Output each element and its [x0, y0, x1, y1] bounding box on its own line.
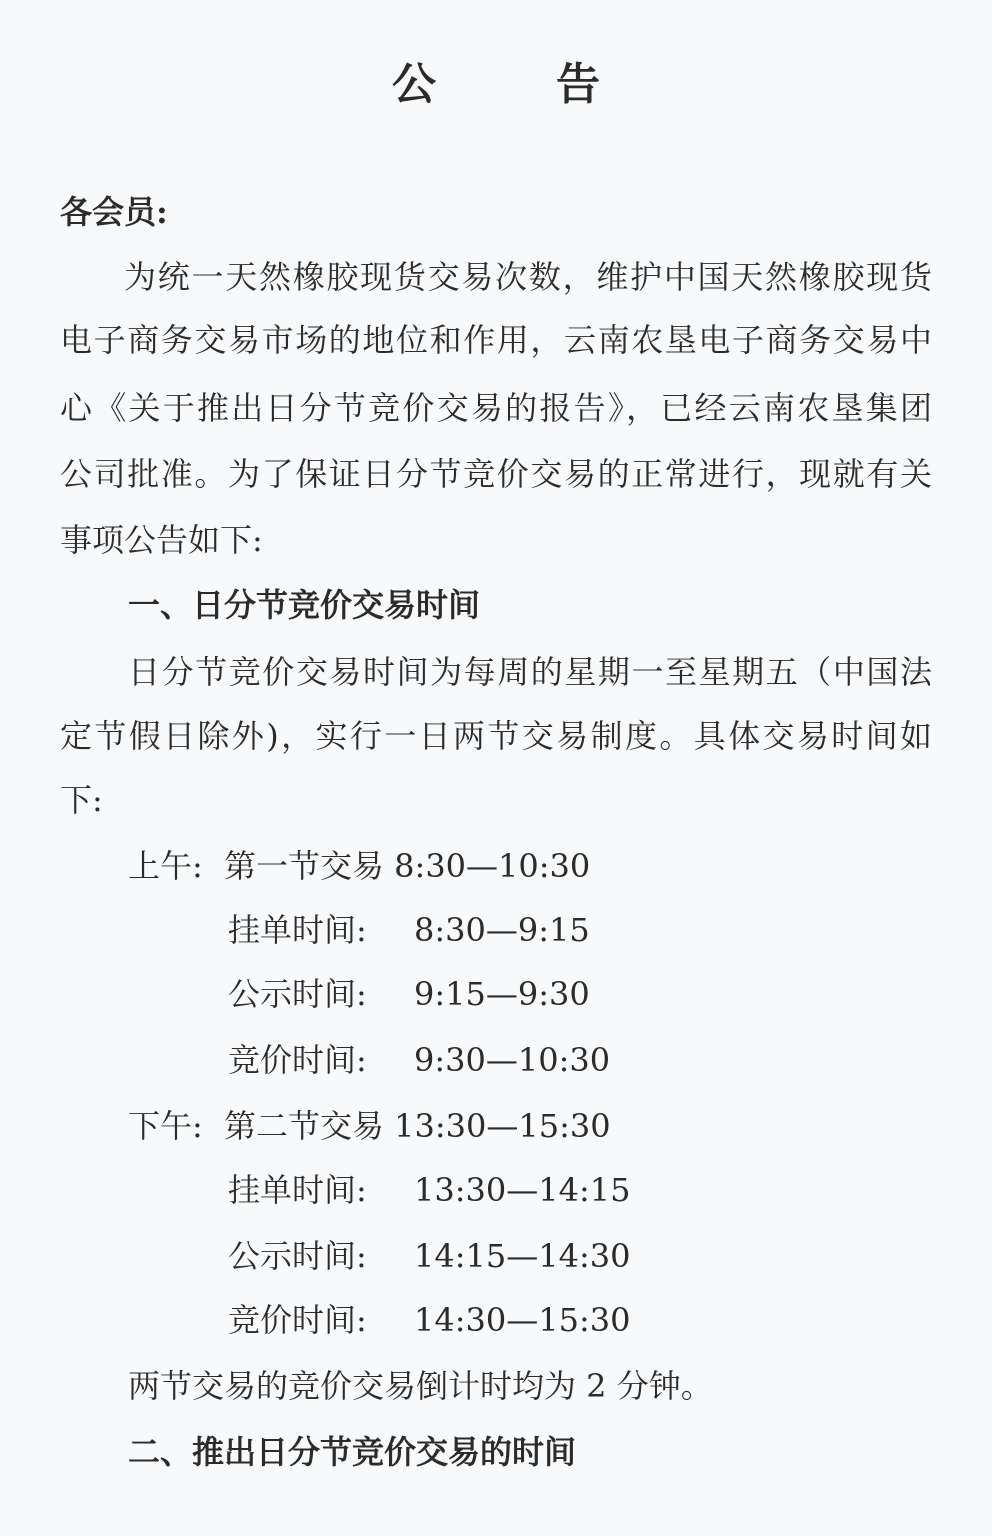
intro-line-4: 公司批准。为了保证日分节竞价交易的正常进行，现就有关 [60, 455, 932, 493]
morning-item-1 [228, 910, 590, 950]
afternoon-item-3 [228, 1300, 630, 1340]
item-time: 13:30—14:15 [414, 1171, 631, 1209]
item-time: 14:15—14:30 [414, 1237, 631, 1275]
afternoon-label: 下午: [128, 1107, 203, 1145]
item-time: 8:30—9:15 [414, 911, 590, 949]
intro-line-1: 为统一天然橡胶现货交易次数，维护中国天然橡胶现货 [124, 258, 932, 296]
morning-label: 上午: [128, 847, 203, 885]
intro-line-3: 心《关于推出日分节竞价交易的报告》，已经云南农垦集团 [60, 389, 932, 427]
item-label: 公示时间: [228, 975, 367, 1013]
morning-item-3 [228, 1040, 610, 1080]
item-label: 挂单时间: [228, 1171, 367, 1209]
intro-line-2: 电子商务交易市场的地位和作用，云南农垦电子商务交易中 [60, 321, 932, 359]
item-label: 公示时间: [228, 1237, 367, 1275]
afternoon-session: 第二节交易 13:30—15:30 [224, 1107, 611, 1145]
afternoon-item-1 [228, 1170, 630, 1210]
section1-heading: 一、日分节竞价交易时间 [128, 586, 481, 624]
item-label: 挂单时间: [228, 911, 367, 949]
page-title [0, 60, 992, 110]
salutation: 各会员: [60, 193, 168, 231]
section1-line-1: 日分节竞价交易时间为每周的星期一至星期五（中国法 [128, 653, 932, 691]
item-label: 竞价时间: [228, 1041, 367, 1079]
section1-line-3: 下: [60, 781, 103, 819]
countdown-note: 两节交易的竞价交易倒计时均为 2 分钟。 [128, 1367, 713, 1405]
morning-item-2 [228, 974, 590, 1014]
item-time: 9:30—10:30 [414, 1041, 611, 1079]
intro-line-5: 事项公告如下: [60, 521, 263, 559]
section1-line-2: 定节假日除外)，实行一日两节交易制度。具体交易时间如 [60, 717, 932, 755]
section2-heading: 二、推出日分节竞价交易的时间 [128, 1433, 577, 1471]
item-time: 9:15—9:30 [414, 975, 590, 1013]
item-label: 竞价时间: [228, 1301, 367, 1339]
afternoon-row [128, 1106, 611, 1146]
morning-session: 第一节交易 8:30—10:30 [224, 847, 591, 885]
item-time: 14:30—15:30 [414, 1301, 631, 1339]
morning-row [128, 846, 590, 886]
afternoon-item-2 [228, 1236, 630, 1276]
title-text: 公告 [392, 59, 720, 110]
